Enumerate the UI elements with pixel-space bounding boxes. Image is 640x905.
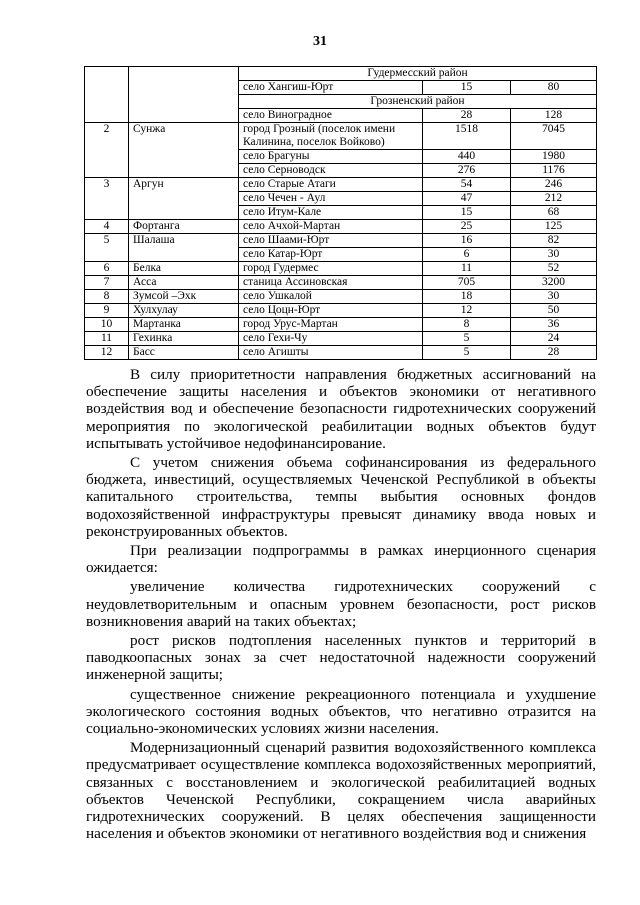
table-row bbox=[85, 178, 597, 192]
cell-region-name: Грозненский район bbox=[239, 95, 597, 109]
table-row bbox=[85, 123, 597, 150]
cell-settlement: село Цоцн-Юрт bbox=[239, 304, 423, 318]
cell-value-2: 82 bbox=[511, 234, 597, 248]
cell-value-2: 36 bbox=[511, 318, 597, 332]
cell-number: 5 bbox=[85, 234, 129, 262]
cell-river: Асса bbox=[129, 276, 239, 290]
cell-value-2: 1980 bbox=[511, 150, 597, 164]
cell-value-1: 440 bbox=[423, 150, 511, 164]
cell-settlement: село Ушкалой bbox=[239, 290, 423, 304]
cell-river: Фортанга bbox=[129, 220, 239, 234]
cell-number: 9 bbox=[85, 304, 129, 318]
cell-settlement: село Чечен - Аул bbox=[239, 192, 423, 206]
cell-value-2: 1176 bbox=[511, 164, 597, 178]
cell-settlement: село Серноводск bbox=[239, 164, 423, 178]
body-paragraph: существенное снижение рекреационного потенциала и ухудшение экологического состояния водных объектов, что негативно отразится на социально-экономических условиях жизни населения. bbox=[86, 685, 596, 738]
cell-value-1: 47 bbox=[423, 192, 511, 206]
cell-value-1: 16 bbox=[423, 234, 511, 248]
cell-value-1: 5 bbox=[423, 346, 511, 360]
cell-river: Хулхулау bbox=[129, 304, 239, 318]
cell-settlement: село Катар-Юрт bbox=[239, 248, 423, 262]
table-region-row bbox=[85, 67, 597, 81]
cell-value-2: 125 bbox=[511, 220, 597, 234]
settlements-table bbox=[84, 66, 597, 360]
cell-settlement: село Агишты bbox=[239, 346, 423, 360]
table-row bbox=[85, 304, 597, 318]
cell-settlement: село Старые Атаги bbox=[239, 178, 423, 192]
cell-value-1: 5 bbox=[423, 332, 511, 346]
cell-value-2: 28 bbox=[511, 346, 597, 360]
cell-settlement: село Гехи-Чу bbox=[239, 332, 423, 346]
cell-value-2: 7045 bbox=[511, 123, 597, 150]
cell-value-2: 212 bbox=[511, 192, 597, 206]
cell-settlement: село Хангиш-Юрт bbox=[239, 81, 423, 95]
body-paragraph: увеличение количества гидротехнических сооружений с неудовлетворительным и опасным уровнем безопасности, рост рисков возникновения аварий на таких объектах; bbox=[86, 578, 596, 630]
cell-number: 2 bbox=[85, 123, 129, 178]
table-row bbox=[85, 290, 597, 304]
cell-region-name: Гудермесский район bbox=[239, 67, 597, 81]
cell-settlement: станица Ассиновская bbox=[239, 276, 423, 290]
cell-value-1: 15 bbox=[423, 81, 511, 95]
body-paragraph: Модернизационный сценарий развития водохозяйственного комплекса предусматривает осуществление комплекса водохозяйственных мероприятий, связанных с восстановлением и экологической реабилитацией водных объектов Чеченской Республики, сокращением числа аварийных гидротехнических сооружений. В целях обеспечения защищенности населения и объектов экономики от негативного воздействия вод и снижения bbox=[86, 739, 596, 843]
cell-value-2: 52 bbox=[511, 262, 597, 276]
cell-value-1: 12 bbox=[423, 304, 511, 318]
cell-number: 4 bbox=[85, 220, 129, 234]
cell-river: Басс bbox=[129, 346, 239, 360]
cell-number: 6 bbox=[85, 262, 129, 276]
cell-number: 10 bbox=[85, 318, 129, 332]
table-row bbox=[85, 318, 597, 332]
cell-value-1: 18 bbox=[423, 290, 511, 304]
cell-number: 8 bbox=[85, 290, 129, 304]
body-paragraph: С учетом снижения объема софинансирования из федерального бюджета, инвестиций, осуществляемых Чеченской Республикой в объекты капитального строительства, темпы выбытия основных фондов водохозяйственной инфраструктуры превысят динамику ввода новых и реконструированных объектов. bbox=[86, 454, 596, 540]
cell-value-1: 8 bbox=[423, 318, 511, 332]
cell-settlement: город Грозный (поселок имени Калинина, поселок Войково) bbox=[239, 123, 423, 150]
cell-value-1: 54 bbox=[423, 178, 511, 192]
cell-value-1: 15 bbox=[423, 206, 511, 220]
cell-river: Аргун bbox=[129, 178, 239, 220]
cell-settlement: село Виноградное bbox=[239, 109, 423, 123]
cell-river: Белка bbox=[129, 262, 239, 276]
table-row bbox=[85, 276, 597, 290]
cell-value-1: 6 bbox=[423, 248, 511, 262]
cell-value-2: 68 bbox=[511, 206, 597, 220]
cell-value-2: 50 bbox=[511, 304, 597, 318]
cell-river: Сунжа bbox=[129, 123, 239, 178]
page-number: 31 bbox=[313, 34, 327, 49]
cell-number: 12 bbox=[85, 346, 129, 360]
table-row bbox=[85, 332, 597, 346]
cell-settlement: село Шаами-Юрт bbox=[239, 234, 423, 248]
cell-settlement: село Итум-Кале bbox=[239, 206, 423, 220]
table-row bbox=[85, 262, 597, 276]
table-row bbox=[85, 346, 597, 360]
cell-value-2: 80 bbox=[511, 81, 597, 95]
table-body bbox=[85, 67, 597, 360]
table-row bbox=[85, 234, 597, 248]
cell-value-2: 24 bbox=[511, 332, 597, 346]
cell-number: 11 bbox=[85, 332, 129, 346]
cell-number: 7 bbox=[85, 276, 129, 290]
cell-value-1: 1518 bbox=[423, 123, 511, 150]
body-text bbox=[86, 366, 596, 844]
cell-river: Зумсой –Эхк bbox=[129, 290, 239, 304]
table-row bbox=[85, 220, 597, 234]
cell-settlement: город Урус-Мартан bbox=[239, 318, 423, 332]
cell-river: Шалаша bbox=[129, 234, 239, 262]
cell-river: Гехинка bbox=[129, 332, 239, 346]
body-paragraph: рост рисков подтопления населенных пунктов и территорий в паводкоопасных зонах за счет недостаточной надежности сооружений инженерной защиты; bbox=[86, 632, 596, 684]
body-paragraph: В силу приоритетности направления бюджетных ассигнований на обеспечение защиты населения и объектов экономики от негативного воздействия вод и обеспечение безопасности гидротехнических сооружений мероприятия по экологической реабилитации водных объектов будут испытывать устойчивое недофинансирование. bbox=[86, 366, 596, 452]
cell-value-1: 28 bbox=[423, 109, 511, 123]
cell-value-2: 30 bbox=[511, 248, 597, 262]
cell-number bbox=[85, 67, 129, 123]
cell-value-1: 11 bbox=[423, 262, 511, 276]
cell-settlement: село Брагуны bbox=[239, 150, 423, 164]
cell-river: Мартанка bbox=[129, 318, 239, 332]
cell-number: 3 bbox=[85, 178, 129, 220]
cell-value-1: 25 bbox=[423, 220, 511, 234]
cell-value-1: 276 bbox=[423, 164, 511, 178]
cell-settlement: город Гудермес bbox=[239, 262, 423, 276]
cell-value-2: 30 bbox=[511, 290, 597, 304]
cell-value-2: 246 bbox=[511, 178, 597, 192]
cell-value-2: 128 bbox=[511, 109, 597, 123]
cell-settlement: село Ачхой-Мартан bbox=[239, 220, 423, 234]
body-paragraph: При реализации подпрограммы в рамках инерционного сценария ожидается: bbox=[86, 542, 596, 577]
cell-river bbox=[129, 67, 239, 123]
cell-value-1: 705 bbox=[423, 276, 511, 290]
cell-value-2: 3200 bbox=[511, 276, 597, 290]
